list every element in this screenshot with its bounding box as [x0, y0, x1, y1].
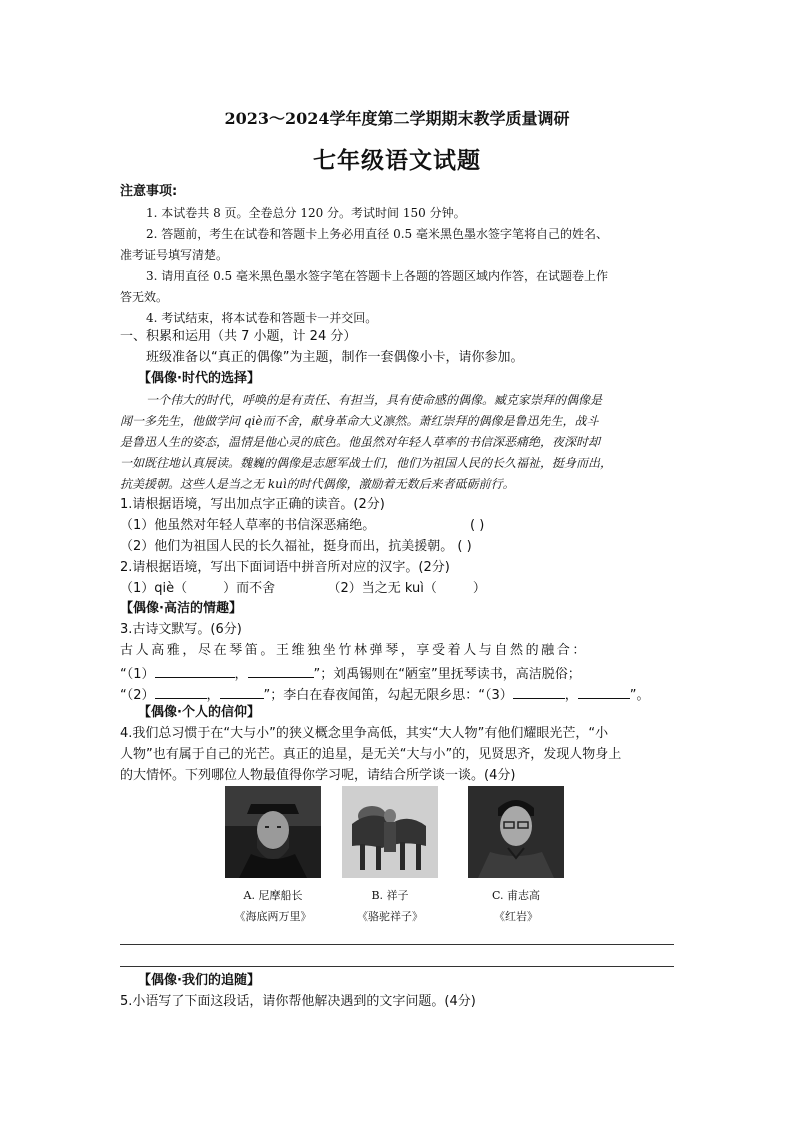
passage-line: 一个伟大的时代，呼唤的是有责任、有担当，具有使命感的偶像。臧克家崇拜的偶像是	[146, 393, 603, 407]
question-2-a-prefix: （1）qiè（	[120, 581, 188, 596]
exam-subtitle: 七年级语文试题	[313, 147, 481, 174]
section-heading: 一、积累和运用（共 7 小题，计 24 分）	[120, 329, 357, 344]
note-item: 准考证号填写清楚。	[120, 248, 229, 262]
fuzhigao-photo	[468, 786, 564, 878]
question-5-stem: 5.小语写了下面这段话，请你帮他解决遇到的文字问题。(4分)	[120, 994, 476, 1009]
xiangzi-photo	[342, 786, 438, 878]
comma: ，	[206, 688, 220, 703]
exam-title: 2023～2024学年度第二学期期末教学质量调研	[224, 109, 570, 128]
answer-line[interactable]	[120, 944, 674, 945]
comma: ，	[234, 667, 248, 682]
answer-blank[interactable]	[513, 684, 565, 699]
question-1-item-a	[120, 517, 375, 535]
passage-line: 闻一多先生，他做学问 qiè而不舍，献身革命大义凛然。萧红崇拜的偶像是鲁迅先生，战斗	[120, 414, 599, 428]
subsection-heading: 【偶像·我们的追随】	[138, 973, 260, 988]
question-4-stem: 的大情怀。下列哪位人物最值得你学习呢，请结合所学谈一谈。(4分)	[120, 768, 516, 783]
option-label: C. 甫志高	[491, 889, 541, 902]
question-3-line: 古人高雅，尽在琴笛。王维独坐竹林弹琴，享受着人与自然的融合：	[120, 643, 589, 658]
option-label: B. 祥子	[371, 889, 409, 902]
question-3-text: ”；李白在春夜闻笛，勾起无限乡思：“（3）	[263, 688, 513, 703]
comma: ，	[564, 688, 578, 703]
answer-blank[interactable]	[248, 663, 314, 678]
question-2-stem: 2.请根据语境，写出下面词语中拼音所对应的汉字。(2分)	[120, 560, 450, 575]
answer-blank[interactable]	[578, 684, 630, 699]
nemo-photo	[225, 786, 321, 878]
section-intro: 班级准备以“真正的偶像”为主题，制作一套偶像小卡，请你参加。	[146, 350, 524, 365]
answer-blank[interactable]	[220, 684, 264, 699]
question-2-b-prefix: （2）当之无 kuì（	[327, 581, 437, 596]
option-book: 《海底两万里》	[234, 910, 312, 923]
option-book: 《红岩》	[494, 910, 538, 923]
option-book: 《骆驼祥子》	[357, 910, 423, 923]
notes-heading: 注意事项:	[120, 184, 178, 199]
subsection-heading: 【偶像·高洁的情趣】	[120, 601, 242, 616]
question-2-a-suffix: ）而不舍	[223, 581, 276, 596]
note-item: 3. 请用直径 0.5 毫米黑色墨水签字笔在答题卡上各题的答题区域内作答，在试题卷上作	[146, 269, 608, 283]
answer-paren[interactable]: ( )	[470, 518, 485, 533]
answer-paren[interactable]: ( )	[457, 539, 472, 554]
answer-blank[interactable]	[155, 663, 235, 678]
answer-blank[interactable]	[155, 684, 207, 699]
note-item: 2. 答题前，考生在试卷和答题卡上务必用直径 0.5 毫米黑色墨水签字笔将自己的姓名、	[146, 227, 608, 241]
question-3-text: ”；刘禹锡则在“陋室”里抚琴读书，高洁脱俗；	[313, 667, 581, 682]
question-4-stem: 人物”也有属于自己的光芒。真正的追星，是无关“大与小”的，见贤思齐，发现人物身上	[120, 747, 622, 762]
note-item: 答无效。	[120, 290, 169, 304]
passage-line: 一如既往地认真展读。魏巍的偶像是志愿军战士们，他们为祖国人民的长久福祉，挺身而出，	[120, 456, 613, 470]
question-3-text: ”。	[629, 688, 650, 703]
blank-label: “（2）	[120, 688, 155, 703]
question-1-text-b: （2）他们为祖国人民的长久福祉，挺身而出，抗美援朝。	[120, 539, 454, 554]
question-3-line	[120, 663, 581, 684]
question-4-stem: 4.我们总习惯于在“大与小”的狭义概念里争高低，其实“大人物”有他们耀眼光芒，“小	[120, 726, 609, 741]
note-item: 4. 考试结束，将本试卷和答题卡一并交回。	[146, 311, 378, 325]
question-2-b-suffix: ）	[472, 581, 486, 596]
blank-label: “（1）	[120, 667, 155, 682]
answer-line[interactable]	[120, 966, 674, 967]
subsection-heading: 【偶像·时代的选择】	[138, 371, 260, 386]
question-1-item-b	[120, 538, 472, 556]
question-1-text-a: （1）他虽然对年轻人草率的书信深恶痛绝。	[120, 518, 376, 533]
option-label: A. 尼摩船长	[243, 889, 303, 902]
question-3-stem: 3.古诗文默写。(6分)	[120, 622, 242, 637]
subsection-heading: 【偶像·个人的信仰】	[138, 705, 260, 720]
passage-line: 抗美援朝。这些人是当之无 kuì的时代偶像，激励着无数后来者砥砺前行。	[120, 477, 515, 491]
question-1-stem: 1.请根据语境，写出加点字正确的读音。(2分)	[120, 497, 385, 512]
question-2-items	[120, 580, 486, 598]
note-item: 1. 本试卷共 8 页。全卷总分 120 分。考试时间 150 分钟。	[146, 206, 466, 220]
question-3-line	[120, 684, 650, 705]
passage-line: 是鲁迅人生的姿态，温情是他心灵的底色。他虽然对年轻人草率的书信深恶痛绝，夜深时却	[120, 435, 601, 449]
